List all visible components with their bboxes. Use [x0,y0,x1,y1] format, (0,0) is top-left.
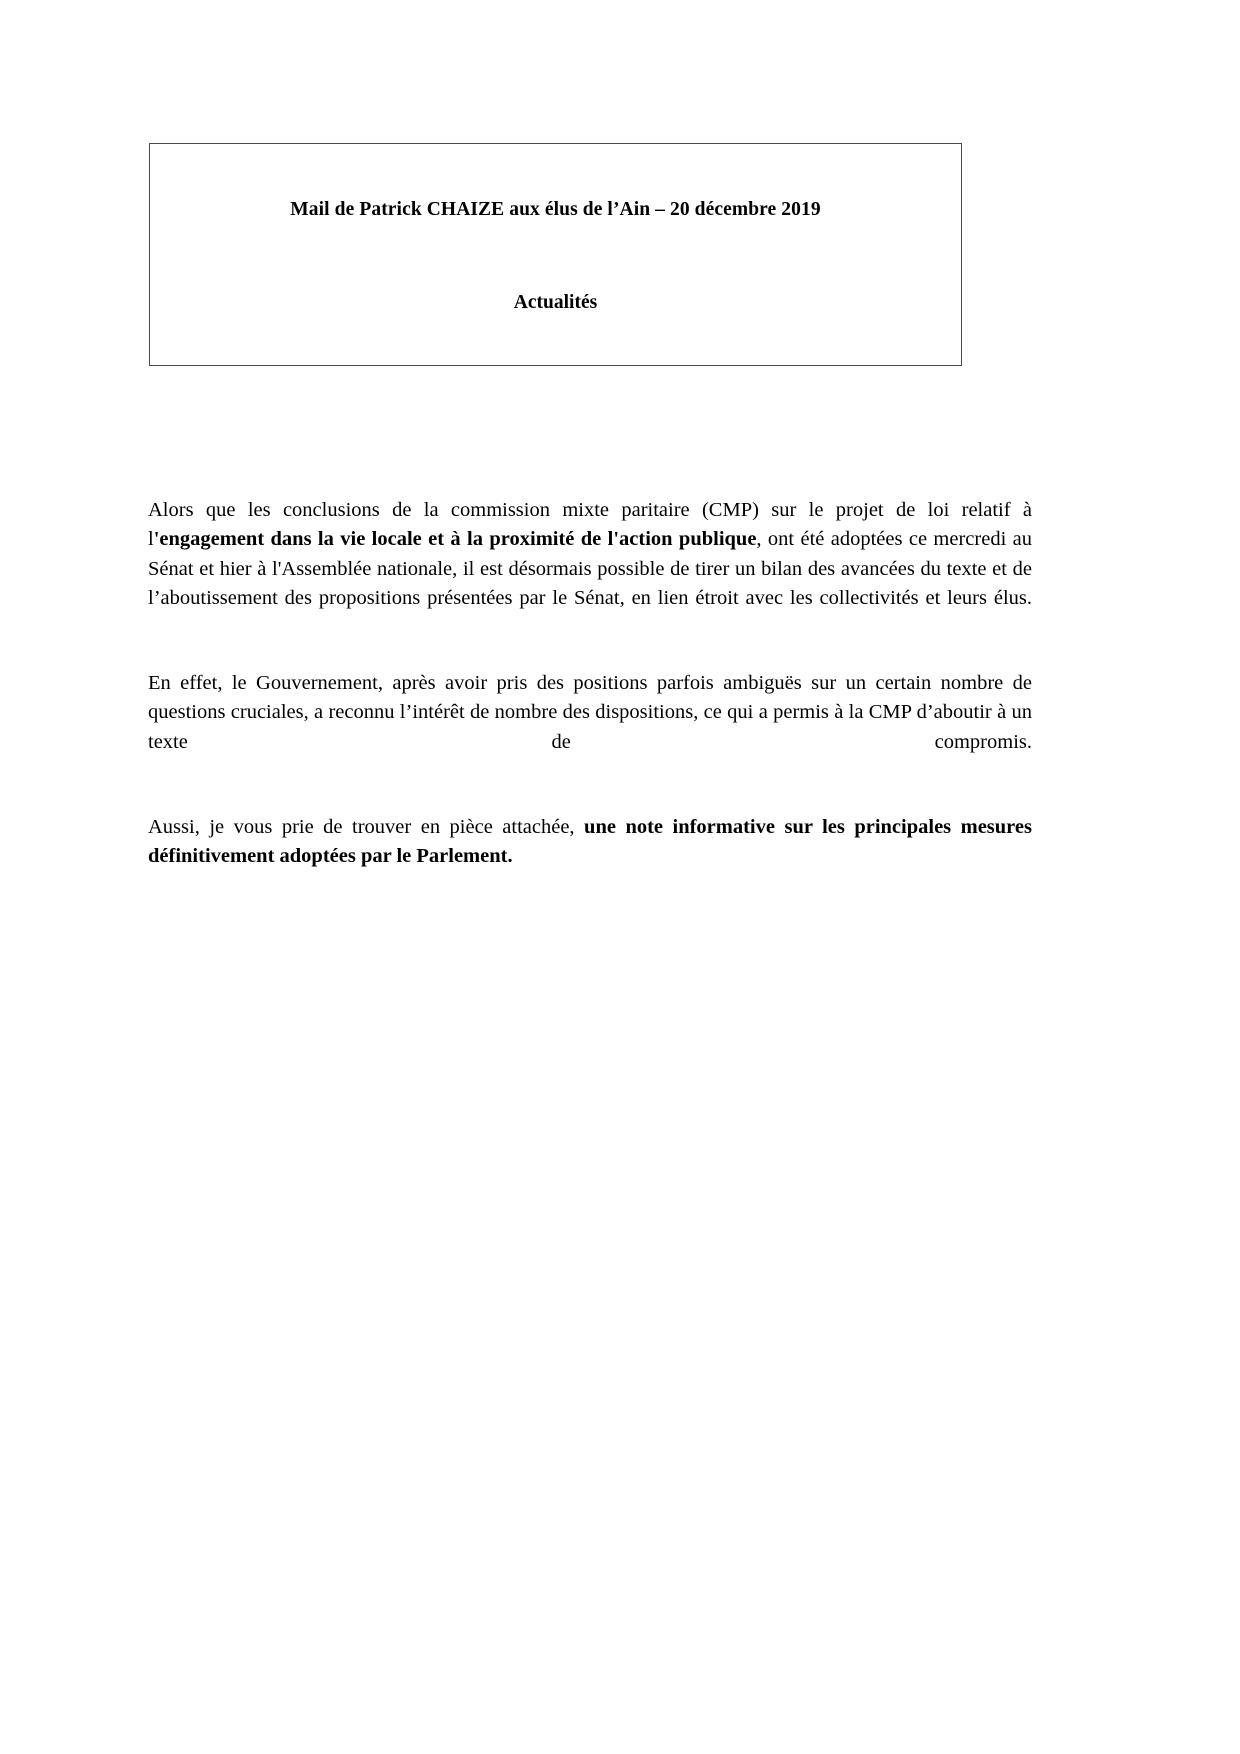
page-title: Mail de Patrick CHAIZE aux élus de l’Ain – 20 décembre 2019 [290,199,821,220]
text-run-0: Aussi, je vous prie de trouver en pièce attachée, [148,815,585,838]
text-run-2: , ont été adoptées ce mercredi au Sénat et hier à l'Assemblée nationale, il est désormais possible de tirer un bilan des avancées du texte et de l’aboutissement des propositions présentées par le Sénat, en lien étroit avec les collectivités et leurs élus. [148,528,1032,610]
text-run-1: une note informative sur les principales mesures définitivement adoptées par le Parlement. [148,815,1032,868]
text-run-0: En effet, le Gouvernement, après avoir pris des positions parfois ambiguës sur un certain nombre de questions cruciales, a reconnu l’intérêt de nombre des dispositions, ce qui a permis à la CMP d’aboutir à un texte de compromis. [148,672,1032,753]
paragraph-3 [148,813,1032,872]
document-body [148,496,1032,871]
text-run-0: Alors que les conclusions de la commission mixte paritaire (CMP) sur le projet de loi relatif à l [148,499,1032,551]
paragraph-1 [148,496,1032,643]
paragraph-2 [148,669,1032,787]
header-title-box [149,143,962,366]
text-run-1: 'engagement dans la vie locale et à la proximité de l'action publique [153,528,757,551]
page-subtitle: Actualités [513,292,598,313]
